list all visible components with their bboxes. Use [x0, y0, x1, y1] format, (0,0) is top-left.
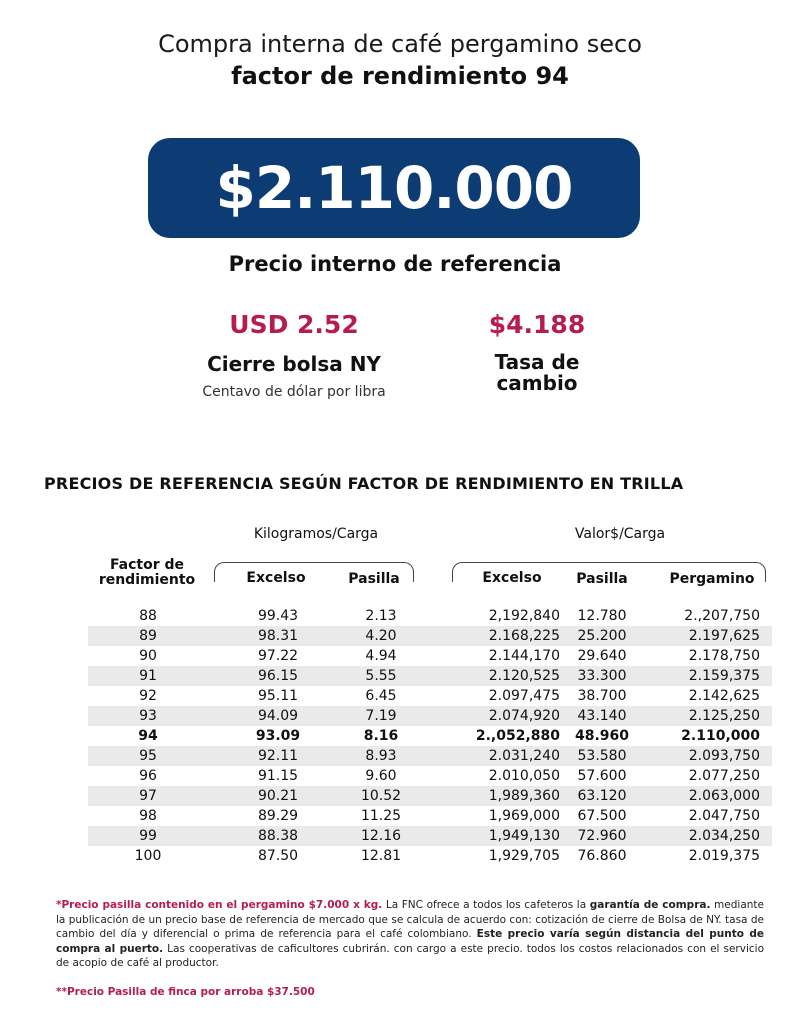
- cell-excelso-kg: 97.22: [257, 648, 299, 664]
- cell-factor: 95: [139, 748, 157, 764]
- group-header-kilogramos: Kilogramos/Carga: [253, 526, 379, 542]
- cell-pergamino: 2.197,625: [688, 628, 760, 644]
- cell-excelso-kg: 94.09: [257, 708, 299, 724]
- header-pasilla-valor: Pasilla: [576, 571, 628, 587]
- cell-pasilla-val: 76.860: [577, 848, 627, 864]
- cell-excelso-val: 2.168,225: [488, 628, 560, 644]
- exchange-rate-label-line1: Tasa de: [494, 350, 580, 374]
- cell-pasilla-val: 63.120: [577, 788, 627, 804]
- header-excelso-valor: Excelso: [482, 570, 542, 586]
- footnote-text-1: La FNC ofrece a todos los cafeteros la: [382, 899, 590, 911]
- header-excelso-kg: Excelso: [246, 570, 306, 586]
- cell-pasilla-val: 25.200: [577, 628, 627, 644]
- reference-price-value: $2.110.000: [215, 154, 573, 222]
- cell-excelso-val: 2.144,170: [488, 648, 560, 664]
- cell-pasilla-kg: 12.81: [360, 848, 402, 864]
- footnote-distance-note: Este precio varía según distancia del punto de compra al puerto.: [56, 928, 765, 955]
- cell-pasilla-kg: 4.94: [365, 648, 397, 664]
- table-row: [88, 806, 772, 826]
- cell-pasilla-kg: 2.13: [365, 608, 397, 624]
- exchange-rate-label-line2: cambio: [496, 371, 578, 395]
- cell-excelso-val: 2.010,050: [488, 768, 560, 784]
- cell-factor: 99: [139, 828, 157, 844]
- cell-pasilla-val: 57.600: [577, 768, 627, 784]
- cell-factor: 100: [134, 848, 162, 864]
- group-header-valor: Valor$/Carga: [574, 526, 666, 542]
- cell-pasilla-val: 38.700: [577, 688, 627, 704]
- cell-pasilla-val: 48.960: [574, 728, 630, 744]
- cell-factor: 88: [139, 608, 157, 624]
- table-section-title: PRECIOS DE REFERENCIA SEGÚN FACTOR DE RENDIMIENTO EN TRILLA: [44, 474, 684, 493]
- cell-excelso-kg: 91.15: [257, 768, 299, 784]
- table-row: [88, 766, 772, 786]
- header-pasilla-kg: Pasilla: [348, 571, 400, 587]
- cell-pergamino: 2.047,750: [688, 808, 760, 824]
- cell-excelso-kg: 88.38: [257, 828, 299, 844]
- cell-excelso-kg: 89.29: [257, 808, 299, 824]
- reference-price-table: [88, 606, 772, 866]
- bolsa-value: USD 2.52: [229, 310, 359, 339]
- cell-pasilla-val: 33.300: [577, 668, 627, 684]
- cell-excelso-kg: 96.15: [257, 668, 299, 684]
- cell-pergamino: 2.142,625: [688, 688, 760, 704]
- cell-pasilla-kg: 7.19: [365, 708, 397, 724]
- cell-excelso-val: 1,929,705: [488, 848, 560, 864]
- header-pergamino: Pergamino: [669, 571, 755, 587]
- footnote-text-2: mediante la publicación de un precio base de referencia de mercado que se calcula de acuerdo con: cotización de cierre de Bolsa de NY. tasa de cambio del día y diferencial o prima de referencia para el café colombiano.: [56, 899, 764, 940]
- exchange-rate-value: $4.188: [488, 310, 586, 339]
- cell-factor: 97: [139, 788, 157, 804]
- table-row: [88, 726, 772, 746]
- page-subtitle: factor de rendimiento 94: [231, 62, 569, 90]
- table-row: [88, 706, 772, 726]
- cell-factor: 91: [139, 668, 157, 684]
- cell-pasilla-val: 43.140: [577, 708, 627, 724]
- cell-excelso-val: 2.031,240: [488, 748, 560, 764]
- cell-excelso-kg: 93.09: [255, 728, 301, 744]
- cell-pergamino: 2.019,375: [688, 848, 760, 864]
- cell-excelso-kg: 90.21: [257, 788, 299, 804]
- cell-pasilla-val: 12.780: [577, 608, 627, 624]
- cell-pergamino: 2.159,375: [688, 668, 760, 684]
- table-row: [88, 626, 772, 646]
- cell-excelso-val: 2.097,475: [488, 688, 560, 704]
- cell-pasilla-kg: 8.16: [363, 728, 399, 744]
- table-row: [88, 606, 772, 626]
- cell-excelso-val: 2.,052,880: [475, 728, 560, 744]
- footnote-guarantee: garantía de compra.: [589, 899, 711, 911]
- cell-factor: 92: [139, 688, 157, 704]
- cell-excelso-kg: 95.11: [257, 688, 299, 704]
- cell-excelso-val: 1,949,130: [488, 828, 560, 844]
- cell-excelso-kg: 92.11: [257, 748, 299, 764]
- table-row: [88, 746, 772, 766]
- table-row: [88, 846, 772, 866]
- cell-pasilla-val: 67.500: [577, 808, 627, 824]
- cell-pasilla-kg: 11.25: [360, 808, 402, 824]
- table-row: [88, 646, 772, 666]
- cell-excelso-val: 2.120,525: [488, 668, 560, 684]
- page-title: Compra interna de café pergamino seco: [158, 30, 642, 58]
- bolsa-unit: Centavo de dólar por libra: [202, 384, 386, 400]
- cell-pergamino: 2.178,750: [688, 648, 760, 664]
- cell-factor: 93: [139, 708, 157, 724]
- cell-excelso-val: 2.074,920: [488, 708, 560, 724]
- cell-pergamino: 2.125,250: [688, 708, 760, 724]
- cell-pasilla-kg: 4.20: [365, 628, 397, 644]
- header-factor: [88, 558, 206, 588]
- table-row: [88, 666, 772, 686]
- footnote-pasilla-finca: **Precio Pasilla de finca por arroba $37.500: [56, 986, 315, 998]
- cell-pergamino: 2.110,000: [681, 728, 760, 744]
- footnote-text-3: Las cooperativas de caficultores cubrirán. con cargo a este precio. todos los costos relacionados con el servicio de acopio de café al productor.: [56, 942, 764, 969]
- cell-excelso-kg: 87.50: [257, 848, 299, 864]
- cell-factor: 90: [139, 648, 157, 664]
- cell-factor: 89: [139, 628, 157, 644]
- cell-pasilla-val: 72.960: [577, 828, 627, 844]
- cell-factor: 94: [138, 728, 158, 744]
- cell-pasilla-val: 29.640: [577, 648, 627, 664]
- cell-pasilla-kg: 5.55: [365, 668, 397, 684]
- reference-price-label: Precio interno de referencia: [228, 252, 562, 276]
- cell-pasilla-kg: 10.52: [360, 788, 402, 804]
- cell-pasilla-kg: 6.45: [365, 688, 397, 704]
- exchange-rate-label: [452, 352, 622, 394]
- table-row: [88, 826, 772, 846]
- reference-price-box: [148, 138, 640, 238]
- footnote: [56, 898, 764, 971]
- cell-pergamino: 2.077,250: [688, 768, 760, 784]
- cell-excelso-val: 2,192,840: [488, 608, 560, 624]
- cell-factor: 96: [139, 768, 157, 784]
- cell-pasilla-kg: 9.60: [365, 768, 397, 784]
- cell-pergamino: 2.034,250: [688, 828, 760, 844]
- cell-excelso-kg: 98.31: [257, 628, 299, 644]
- cell-pasilla-val: 53.580: [577, 748, 627, 764]
- header-factor-line2: rendimiento: [98, 572, 196, 588]
- cell-excelso-val: 1,989,360: [488, 788, 560, 804]
- cell-pergamino: 2.,207,750: [684, 608, 760, 624]
- footnote-pasilla-note: *Precio pasilla contenido en el pergamino $7.000 x kg.: [56, 899, 383, 911]
- cell-pergamino: 2.063,000: [688, 788, 760, 804]
- cell-pasilla-kg: 12.16: [360, 828, 402, 844]
- table-row: [88, 686, 772, 706]
- cell-excelso-val: 1,969,000: [488, 808, 560, 824]
- cell-pasilla-kg: 8.93: [365, 748, 397, 764]
- header-factor-line1: Factor de: [109, 557, 185, 573]
- cell-pergamino: 2.093,750: [688, 748, 760, 764]
- cell-factor: 98: [139, 808, 157, 824]
- bolsa-label: Cierre bolsa NY: [207, 352, 381, 376]
- cell-excelso-kg: 99.43: [257, 608, 299, 624]
- table-row: [88, 786, 772, 806]
